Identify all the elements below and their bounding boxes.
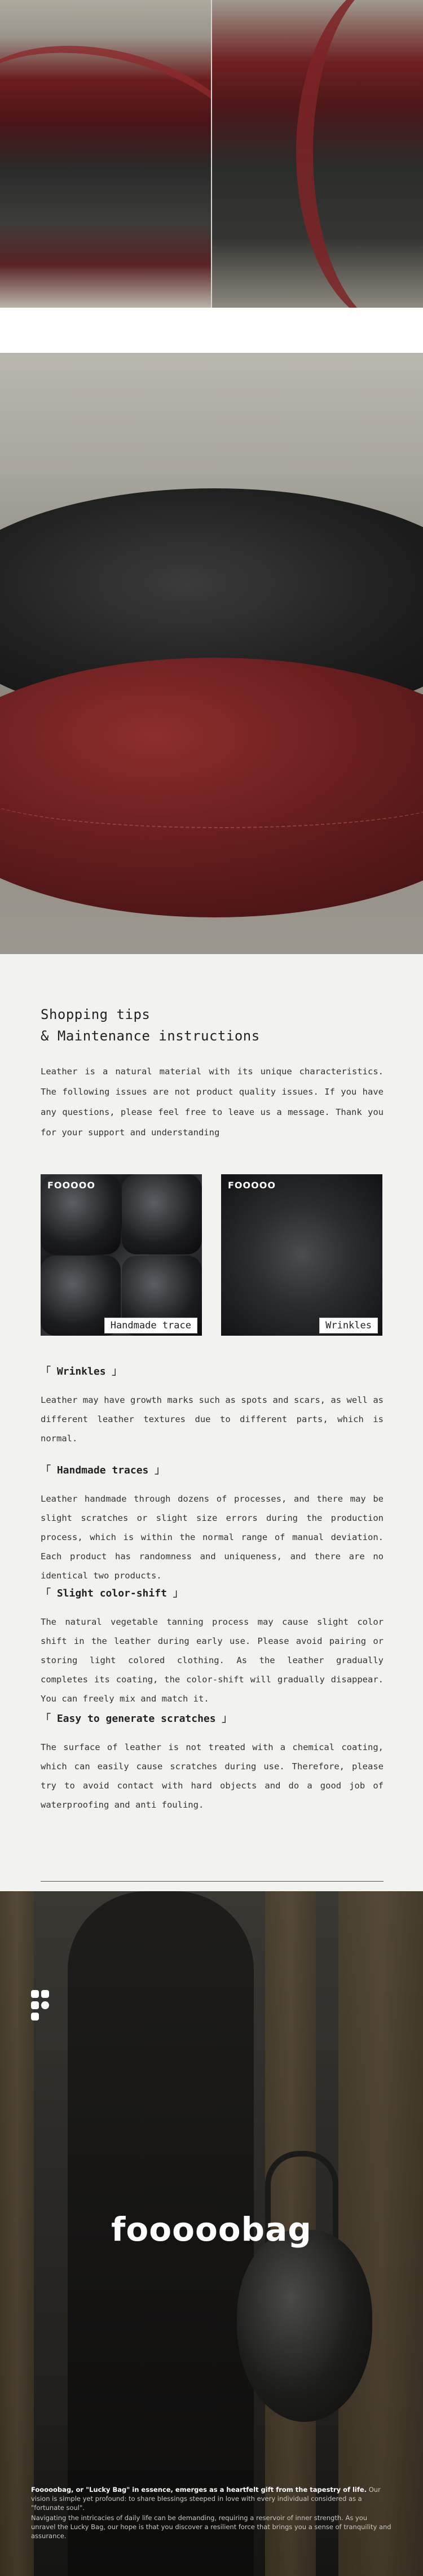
section-heading: 「 Slight color-shift 」	[41, 1587, 183, 1599]
leather-closeup-photo	[0, 0, 423, 308]
photo-divider	[211, 0, 212, 308]
intro-paragraph: Leather is a natural material with its unique characteristics. The following issues are not product quality issues. If you have any questions, please feel free to leave us a message. Thank you for your support and understanding	[41, 1066, 384, 1138]
red-bag-edge-image	[211, 0, 423, 308]
section-body: The natural vegetable tanning process may cause slight color shift in the leather during early use. Please avoid pairing or storing light colored clothing. As the leather gradually completes its coating, the color-shift will gradually disappear. You can freely mix and match it.	[41, 1617, 384, 1704]
thumbnail-brand: FOOOOO	[47, 1180, 95, 1191]
section-title	[41, 1004, 260, 1047]
stacked-bags-photo	[0, 353, 423, 954]
title-line-1: Shopping tips	[41, 1007, 151, 1022]
section-body: Leather handmade through dozens of processes, and there may be slight scratches or slight size errors during the production process, which is within the normal range of manual deviation. Each product has randomness and uniqueness, and there are no identical two products.	[41, 1494, 384, 1581]
brand-hope-text: Navigating the intricacies of daily life can be demanding, requiring a reservoir of inner strength. As you unravel the Lucky Bag, our hope is that you discover a resilient force that brings you a sense of tranquility and assurance.	[31, 2514, 391, 2540]
wrinkles-thumbnail	[221, 1174, 382, 1336]
section-heading: 「 Handmade traces 」	[41, 1464, 165, 1476]
thumbnail-label: Handmade trace	[104, 1318, 197, 1333]
thumbnail-brand: FOOOOO	[228, 1180, 276, 1191]
maintenance-section	[0, 954, 423, 1891]
black-handbag	[237, 2230, 372, 2422]
red-bag-corner-image	[0, 0, 211, 308]
woven-cell	[122, 1174, 202, 1254]
stitch-seam	[0, 759, 423, 828]
color-shift-section	[41, 1585, 384, 1708]
brand-footer	[0, 1891, 423, 2576]
handmade-trace-thumbnail	[41, 1174, 202, 1336]
section-body: Leather may have growth marks such as spots and scars, as well as different leather textures due to different parts, which is normal.	[41, 1395, 384, 1444]
section-heading: 「 Wrinkles 」	[41, 1366, 122, 1377]
spacer	[0, 308, 423, 353]
handmade-traces-section	[41, 1462, 384, 1585]
scratches-section	[41, 1711, 384, 1814]
fooooobag-dots-logo-icon	[31, 1990, 51, 2022]
title-line-2: & Maintenance instructions	[41, 1028, 260, 1044]
wrinkles-section	[41, 1363, 384, 1448]
section-heading: 「 Easy to generate scratches 」	[41, 1713, 232, 1725]
brand-logotype: fooooobag	[111, 2210, 312, 2249]
section-divider	[41, 1881, 384, 1882]
thumbnail-label: Wrinkles	[319, 1318, 378, 1333]
brand-story-bold: Fooooobag, or "Lucky Bag" in essence, emerges as a heartfelt gift from the tapestry of life.	[31, 2486, 367, 2494]
section-body: The surface of leather is not treated with a chemical coating, which can easily cause scratches during use. Therefore, please try to avoid contact with hard objects and do a good job of waterproofing and anti fouling.	[41, 1742, 384, 1810]
brand-story-rest: Our vision is simple yet profound: to share blessings steeped in love with every individual considered as a "fortunate soul".	[31, 2486, 381, 2512]
brand-story-text	[31, 2485, 392, 2512]
